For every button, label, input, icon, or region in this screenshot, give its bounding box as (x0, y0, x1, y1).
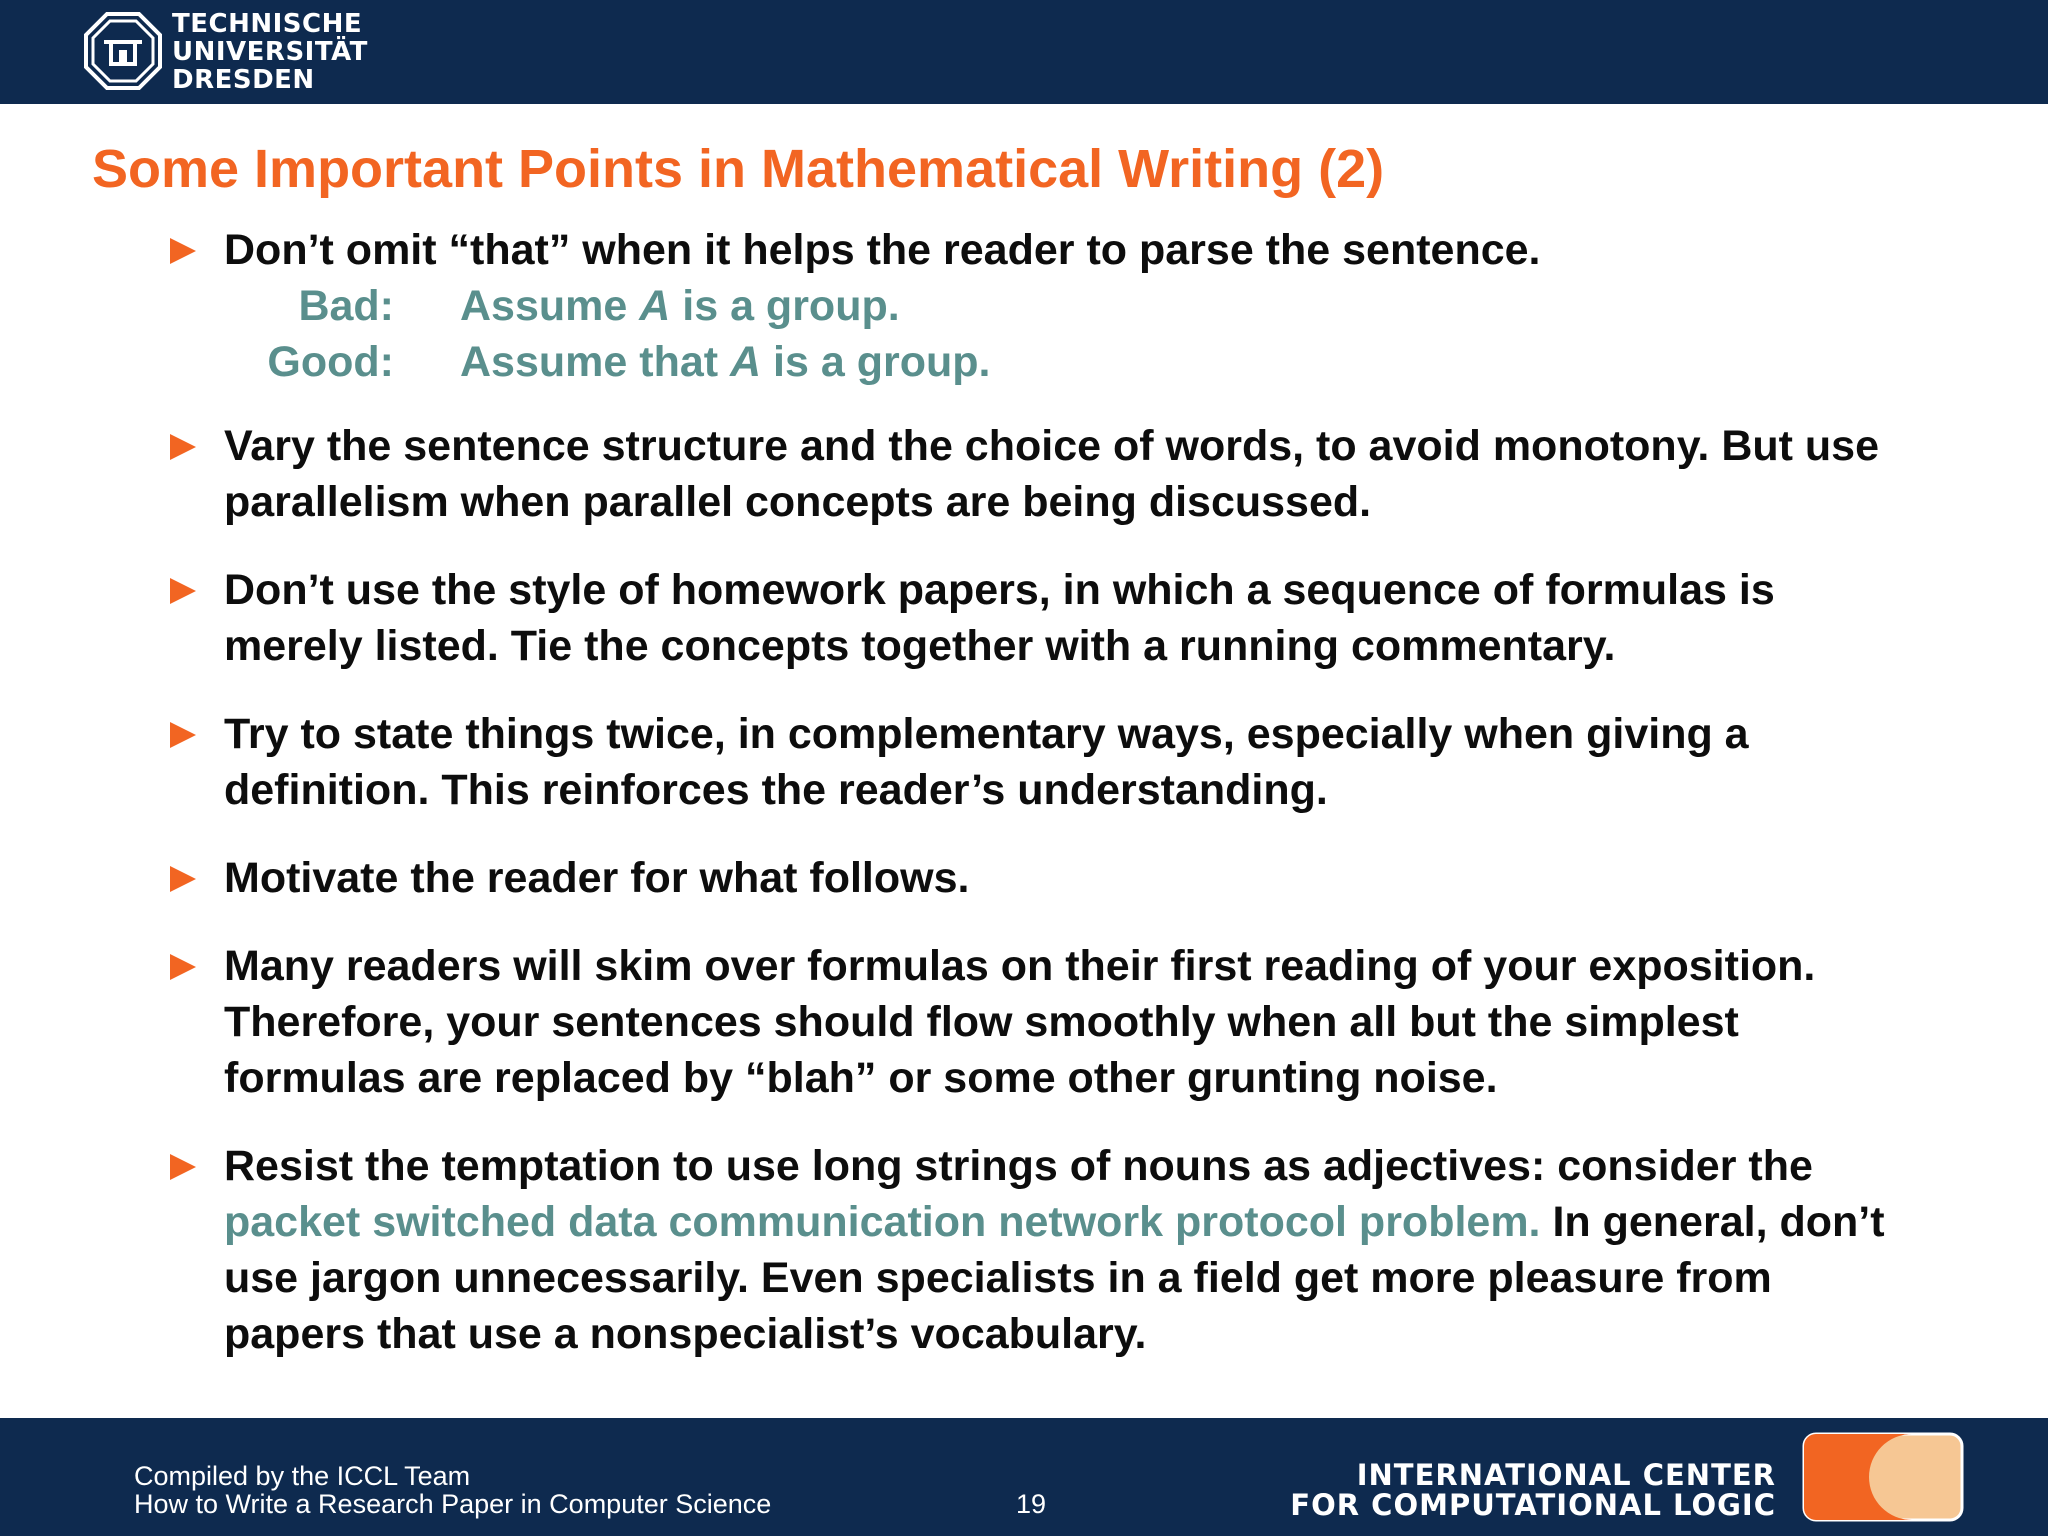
example-bad-label: Bad: (298, 282, 394, 330)
bullet-item (168, 938, 1918, 1106)
iccl-line-2: FOR COMPUTATIONAL LOGIC (1290, 1488, 1776, 1522)
header-bar (0, 0, 2048, 104)
bullet-text: Don’t use the style of homework papers, in which a sequence of formulas is merely listed. Tie the concepts together with a running commentary. (224, 566, 1775, 670)
logo-wordmark (172, 10, 368, 94)
example-bad-var: A (639, 282, 671, 330)
logo-line-2: UNIVERSITÄT (172, 37, 368, 67)
highlighted-phrase: packet switched data communication network protocol problem. (224, 1198, 1541, 1246)
credit-line-1: Compiled by the ICCL Team (134, 1461, 471, 1491)
bullet-item (168, 222, 1918, 390)
bullet-arrow-icon (170, 238, 196, 264)
footer-bar (0, 1418, 2048, 1536)
iccl-wordmark (1290, 1460, 1776, 1520)
iccl-line-1: INTERNATIONAL CENTER (1356, 1458, 1776, 1492)
bullet-text-post: In general, don’t use jargon unnecessarily. Even specialists in a field get more pleasure from papers that use a nonspecialist’s vocabulary. (224, 1198, 1885, 1358)
example-bad-text (460, 278, 900, 334)
example-good-pre: Assume that (460, 338, 731, 386)
example-table (224, 278, 1918, 390)
example-bad-pre: Assume (460, 282, 640, 330)
bullet-text: Try to state things twice, in complementary ways, especially when giving a definition. This reinforces the reader’s understanding. (224, 710, 1749, 814)
example-good-label: Good: (267, 338, 394, 386)
bullet-arrow-icon (170, 578, 196, 604)
bullet-item (168, 418, 1918, 530)
page-number: 19 (1016, 1489, 1047, 1519)
slide-title: Some Important Points in Mathematical Writing (2) (92, 139, 1385, 199)
bullet-text (224, 1138, 1918, 1362)
logo-line-3: DRESDEN (172, 65, 315, 95)
tud-emblem-icon (84, 12, 162, 90)
tu-dresden-logo (84, 10, 444, 96)
footer-credits (134, 1462, 771, 1518)
bullet-arrow-icon (170, 1154, 196, 1180)
bullet-text: Vary the sentence structure and the choice of words, to avoid monotony. But use parallelism when parallel concepts are being discussed. (224, 422, 1879, 526)
bullet-text: Many readers will skim over formulas on their first reading of your exposition. Therefore, your sentences should flow smoothly when all but the simplest formulas are replaced by “blah” or some other grunting noise. (224, 942, 1816, 1102)
bullet-text: Motivate the reader for what follows. (224, 854, 970, 902)
example-good-row (224, 334, 1918, 390)
example-good-var: A (730, 338, 762, 386)
bullet-list (168, 222, 1918, 1362)
iccl-logo-icon (1802, 1432, 1964, 1522)
bullet-arrow-icon (170, 954, 196, 980)
credit-line-2: How to Write a Research Paper in Computer Science (134, 1489, 772, 1519)
bullet-arrow-icon (170, 722, 196, 748)
example-bad-row (224, 278, 1918, 334)
bullet-text-pre: Resist the temptation to use long strings of nouns as adjectives: consider the (224, 1142, 1813, 1190)
bullet-item (168, 850, 1918, 906)
bullet-arrow-icon (170, 866, 196, 892)
bullet-text: Don’t omit “that” when it helps the reader to parse the sentence. (224, 226, 1541, 274)
bullet-item (168, 1138, 1918, 1362)
logo-line-1: TECHNISCHE (172, 9, 363, 39)
example-good-text (460, 334, 990, 390)
example-bad-post: is a group. (670, 282, 900, 330)
bullet-arrow-icon (170, 434, 196, 460)
bullet-item (168, 562, 1918, 674)
bullet-item (168, 706, 1918, 818)
example-good-post: is a group. (761, 338, 991, 386)
